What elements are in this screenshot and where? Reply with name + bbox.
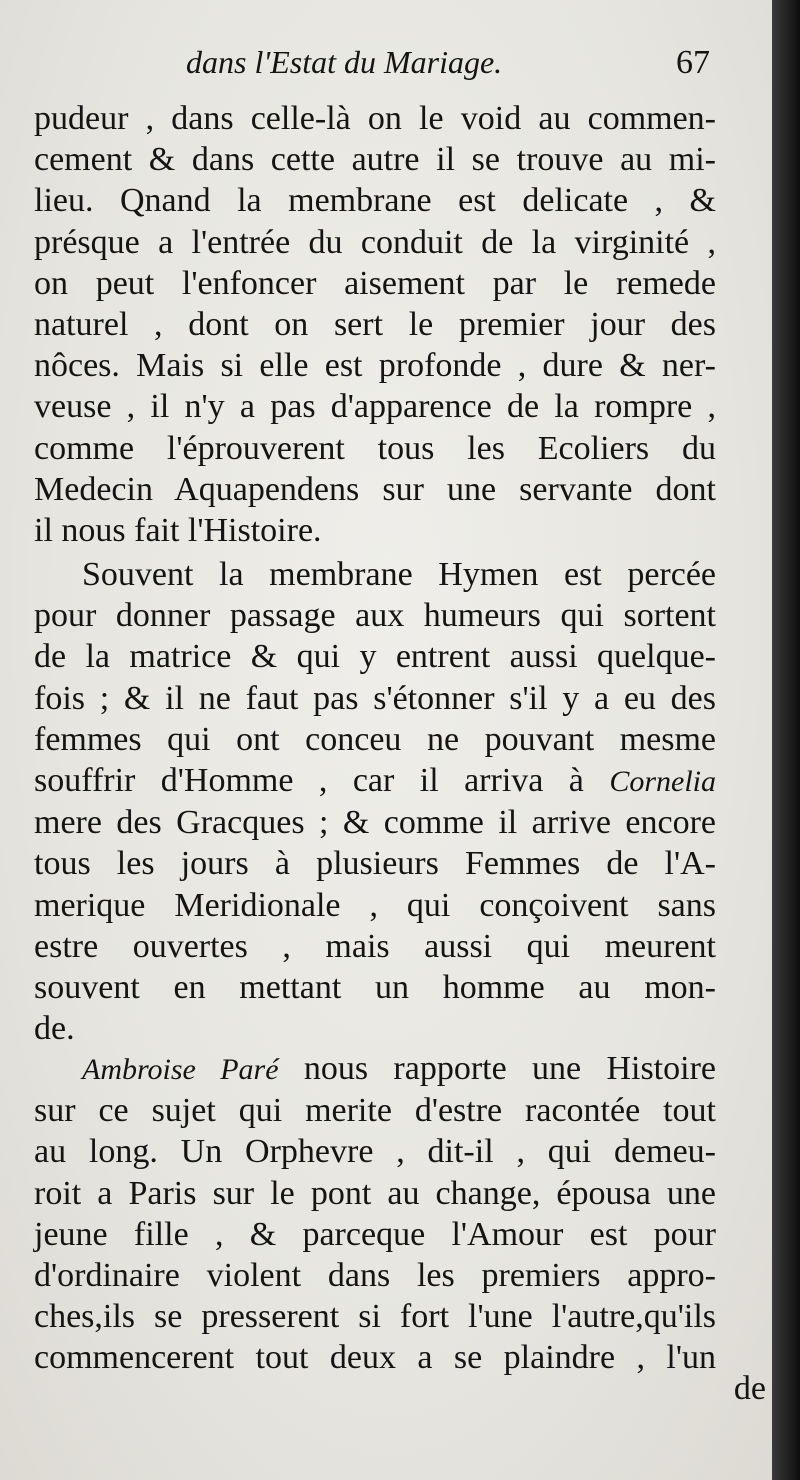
text-line: estre ouvertes , mais aussi qui meurent <box>34 927 716 965</box>
text-line: de la matrice & qui y entrent aussi quelque- <box>34 638 716 676</box>
italic-name-cornelia: Cornelia <box>609 765 716 799</box>
text-line: tous les jours à plusieurs Femmes de l'A- <box>34 845 716 883</box>
text-line: sur ce sujet qui merite d'estre racontée tout <box>34 1092 716 1130</box>
page-header <box>34 44 716 94</box>
text-line: au long. Un Orphevre , dit-il , qui demeu- <box>34 1133 716 1171</box>
text-line: ches,ils se presserent si fort l'une l'autre,qu'ils <box>34 1298 716 1336</box>
text-line: il nous fait l'Histoire. <box>34 512 322 550</box>
text-line: cement & dans cette autre il se trouve au mi- <box>34 141 716 179</box>
text-line: naturel , dont on sert le premier jour des <box>34 306 716 344</box>
text-line: pudeur , dans celle-là on le void au commen- <box>34 100 716 137</box>
text-line: présque a l'entrée du conduit de la virginité , <box>34 223 716 261</box>
text-line: jeune fille , & parceque l'Amour est pour <box>34 1215 716 1253</box>
text-segment: souffrir d'Homme , car il arriva à <box>34 762 610 800</box>
text-line: lieu. Qnand la membrane est delicate , & <box>34 182 716 220</box>
text-line: d'ordinaire violent dans les premiers appro- <box>34 1257 716 1295</box>
text-segment: nous rapporte une Histoire <box>278 1050 716 1087</box>
text-line: on peut l'enfoncer aisement par le remede <box>34 264 716 302</box>
running-title: dans l'Estat du Mariage. <box>186 44 503 80</box>
page-edge-shadow <box>772 0 800 1480</box>
catchword: de <box>733 1370 766 1407</box>
text-line: femmes qui ont conceu ne pouvant mesme <box>34 720 716 758</box>
paragraph-1 <box>34 98 716 551</box>
text-line: mere des Gracques ; & comme il arrive encore <box>34 804 716 842</box>
text-line: de. <box>34 1010 75 1048</box>
paragraph-3 <box>34 1048 716 1379</box>
page-number: 67 <box>676 44 710 81</box>
text-line: roit a Paris sur le pont au change, épousa une <box>34 1174 716 1212</box>
text-line: Souvent la membrane Hymen est percée <box>82 556 716 593</box>
text-line: souvent en mettant un homme au mon- <box>34 969 716 1007</box>
text-line: Medecin Aquapendens sur une servante dont <box>34 470 716 508</box>
text-line: veuse , il n'y a pas d'apparence de la rompre , <box>34 388 716 426</box>
text-line: comme l'éprouverent tous les Ecoliers du <box>34 429 716 467</box>
text-line: merique Meridionale , qui conçoivent sans <box>34 886 716 924</box>
text-line <box>34 1048 716 1090</box>
italic-name-ambroise-pare: Ambroise Paré <box>82 1053 279 1086</box>
text-line <box>34 760 716 802</box>
text-line: pour donner passage aux humeurs qui sortent <box>34 597 716 635</box>
text-line: commencerent tout deux a se plaindre , l'un <box>34 1339 716 1377</box>
paragraph-2 <box>34 554 716 1049</box>
text-line: nôces. Mais si elle est profonde , dure & ner- <box>34 347 716 385</box>
text-line: fois ; & il ne faut pas s'étonner s'il y a eu des <box>34 679 716 717</box>
